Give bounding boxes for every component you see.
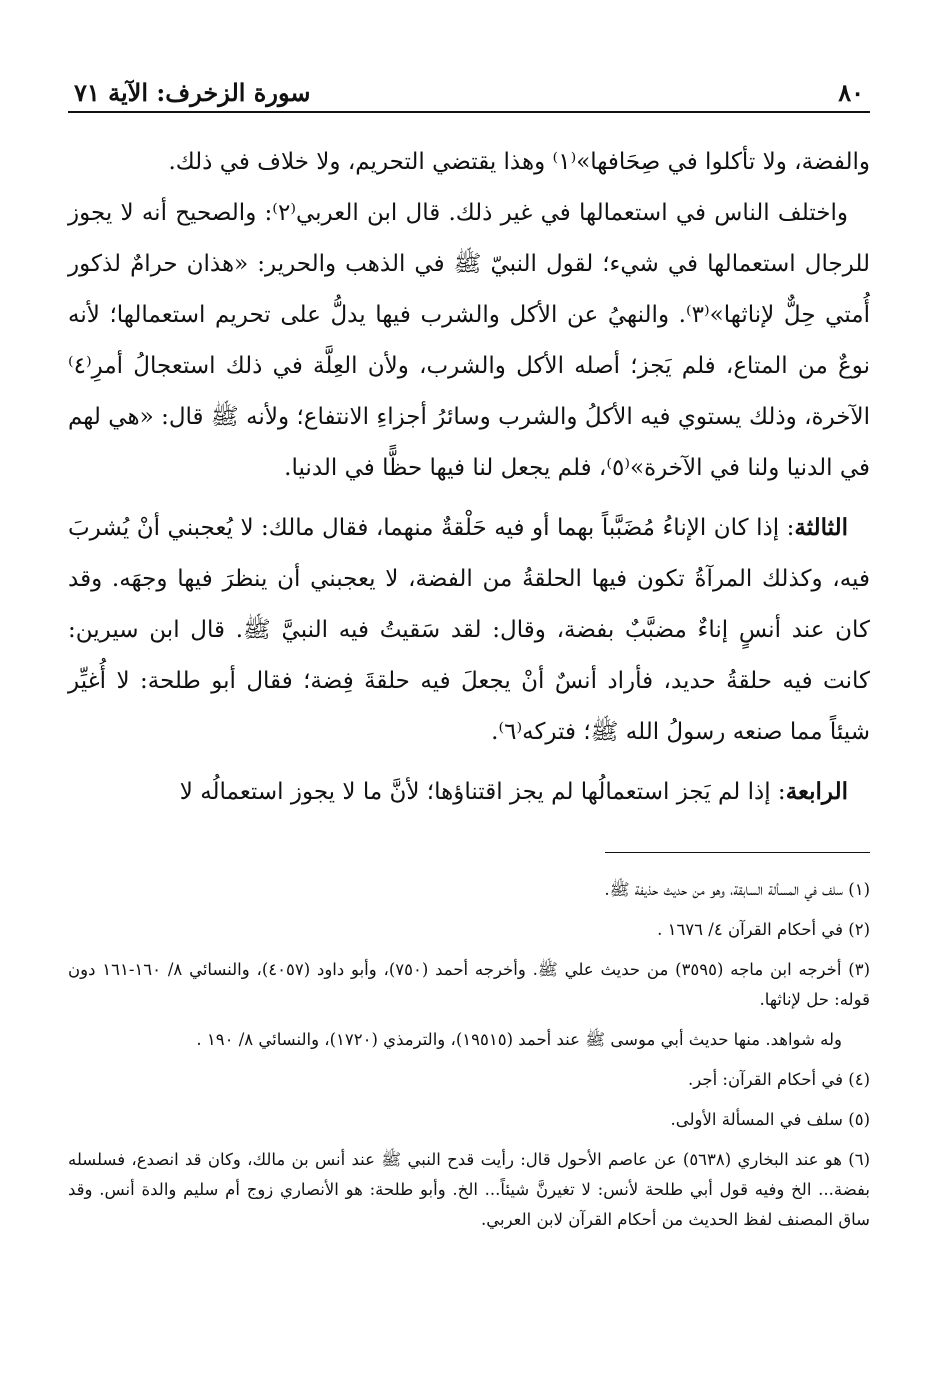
paragraph-1: والفضة، ولا تأكلوا في صِحَافها»⁽١⁾ وهذا يقتضي التحريم، ولا خلاف في ذلك. [168,149,870,175]
paragraph-3 [68,502,870,758]
footnote-6: (٦) هو عند البخاري (٥٦٣٨) عن عاصم الأحول قال: رأيت قدح النبي ﷺ عند أنس بن مالك، وكان قد انصدع، فسلسله بفضة... الخ وفيه قول أبي طلحة لأنس: لا تغيرنَّ شيئاً... الخ. وأبو طلحة: هو الأنصاري زوج أم سليم والدة أنس. وقد ساق المصنف لفظ الحديث من أحكام القرآن لابن العربي. [68,1150,870,1229]
footnote-1: (١) سلف في المسألة السابقة، وهو من حديث حذيفة ﷺ. [604,880,870,899]
footnote-2: (٢) في أحكام القرآن ٤/ ١٦٧٦ . [657,920,870,939]
footnote-3-continuation: وله شواهد. منها حديث أبي موسى ﷺ عند أحمد (١٩٥١٥)، والترمذي (١٧٢٠)، والنسائي ٨/ ١٩٠ . [196,1030,842,1049]
footnote-5: (٥) سلف في المسألة الأولى. [670,1110,870,1129]
footnote-3: (٣) أخرجه ابن ماجه (٣٥٩٥) من حديث علي ﷺ. وأخرجه أحمد (٧٥٠)، وأبو داود (٤٠٥٧)، والنسائي ٨/ ١٦٠-١٦١ دون قوله: حل لإناثها. [68,960,871,1009]
paragraph-4 [68,766,870,818]
paragraph-4-text: : إذا لم يَجز استعمالُها لم يجز اقتناؤها؛ لأنَّ ما لا يجوز استعمالُه لا [179,779,786,805]
header-rule [68,111,870,113]
footnotes [68,875,870,1235]
footnote-separator [605,852,870,853]
footnote-4: (٤) في أحكام القرآن: أجر. [688,1070,870,1089]
section-lead-fourth: الرابعة [785,778,848,805]
paragraph-3-text: : إذا كان الإناءُ مُضَبَّباً بهما أو فيه حَلْقةٌ منهما، فقال مالك: لا يُعجبني أنْ يُشربَ فيه، وكذلك المرآةُ تكون فيها الحلقةُ من الفضة، لا يعجبني أن ينظرَ فيها وجهَه. وقد كان عند أنسٍ إناءٌ مضبَّبٌ بفضة، وقال: لقد سَقيتُ فيه النبيَّ ﷺ. قال ابن سيرين: كانت فيه حلقةُ حديد، فأراد أنسٌ أنْ يجعلَ فيه حلقةَ فِضة؛ فقال أبو طلحة: لا أُغيِّر شيئاً مما صنعه رسولُ الله ﷺ؛ فتركه⁽٦⁾. [68,515,870,745]
page-number: ٨٠ [838,78,864,107]
main-text [68,137,870,818]
running-title: سورة الزخرف: الآية ٧١ [74,78,311,107]
section-lead-third: الثالثة [794,514,848,541]
paragraph-2: واختلف الناس في استعمالها في غير ذلك. قال ابن العربي⁽٢⁾: والصحيح أنه لا يجوز للرجال استعمالها في شيء؛ لقول النبيّ ﷺ في الذهب والحرير: «هذان حرامٌ لذكور أُمتي حِلٌّ لإناثها»⁽٣⁾. والنهيُ عن الأكل والشرب فيها يدلُّ على تحريم استعمالها؛ لأنه نوعٌ من المتاع، فلم يَجز؛ أصله الأكل والشرب، ولأن العِلَّة في ذلك استعجالُ أمرِ⁽٤⁾ الآخرة، وذلك يستوي فيه الأكلُ والشرب وسائرُ أجزاءِ الانتفاع؛ ولأنه ﷺ قال: «هي لهم في الدنيا ولنا في الآخرة»⁽٥⁾، فلم يجعل لنا فيها حظًّا في الدنيا. [68,200,870,481]
running-header [68,78,870,111]
